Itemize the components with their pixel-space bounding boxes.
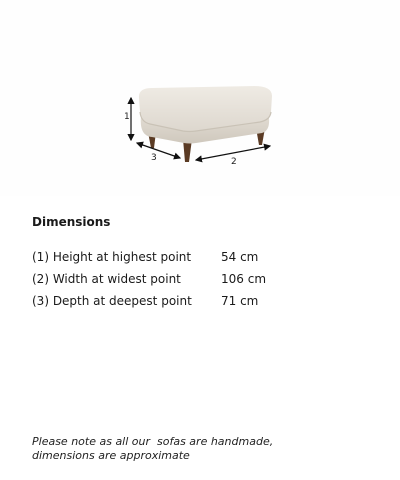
spec-value: 71 cm — [221, 294, 259, 308]
handmade-disclaimer — [32, 435, 372, 463]
spec-label: (2) Width at widest point — [32, 272, 181, 286]
spec-row-height — [32, 246, 372, 268]
spec-value: 106 cm — [221, 272, 267, 286]
depth-dimension-label: 3 — [151, 153, 157, 163]
disclaimer-line-1: Please note as all our sofas are handmade, — [32, 435, 274, 448]
spec-label: (3) Depth at deepest point — [32, 294, 192, 308]
depth-arrow — [137, 143, 180, 158]
spec-row-width — [32, 268, 372, 290]
spec-row-depth — [32, 290, 372, 312]
spec-label: (1) Height at highest point — [32, 250, 192, 264]
product-image-panel — [0, 0, 400, 196]
dimensions-heading: Dimensions — [32, 215, 111, 229]
spec-value: 54 cm — [221, 250, 259, 264]
disclaimer-line-2: dimensions are approximate — [32, 449, 190, 462]
width-dimension-label: 2 — [231, 157, 237, 167]
height-dimension-label: 1 — [124, 112, 130, 122]
dimensions-list — [32, 246, 372, 312]
footstool-dimension-diagram — [0, 0, 400, 196]
